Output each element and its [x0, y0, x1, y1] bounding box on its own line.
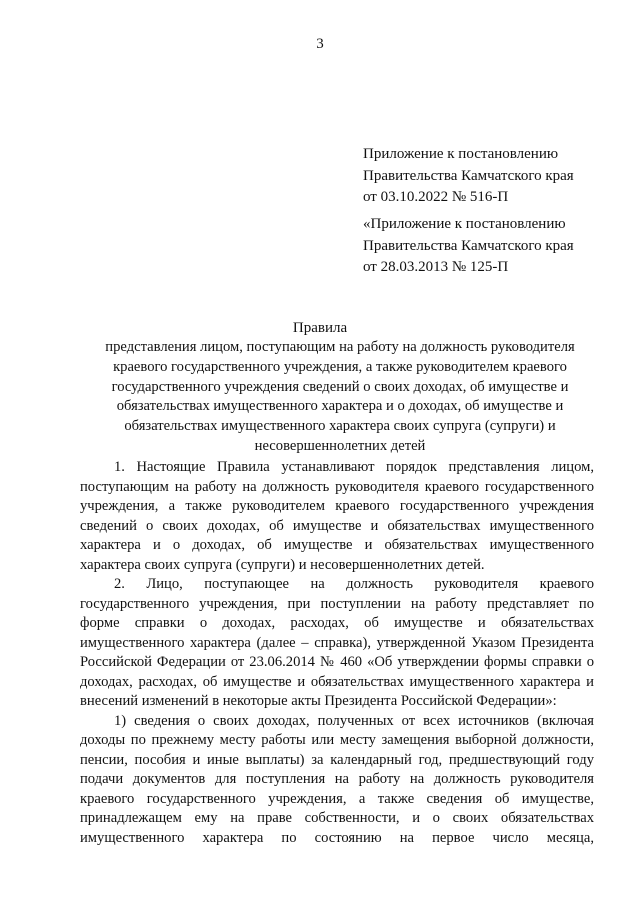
- appendix-reference-current: [363, 144, 613, 209]
- document-body: [80, 458, 594, 848]
- text-line: имущественного характера по состоянию на первое число месяца,: [80, 829, 594, 846]
- text-line: доходах, расходах, об имуществе и обязательствах имущественного характера и: [80, 673, 594, 690]
- appendix-line: Правительства Камчатского края: [363, 237, 574, 254]
- text-line: 1. Настоящие Правила устанавливают порядок представления лицом,: [114, 459, 594, 475]
- text-line: 2. Лицо, поступающее на должность руководителя краевого: [114, 576, 594, 592]
- appendix-line: «Приложение к постановлению: [363, 216, 566, 232]
- text-line: сведений о своих доходах, об имуществе и обязательствах имущественного: [80, 517, 594, 534]
- appendix-line: от 03.10.2022 № 516-П: [363, 189, 509, 205]
- text-line: 1) сведения о своих доходах, полученных от всех источников (включая: [114, 712, 594, 729]
- text-line: характера и о доходах, об имуществе и обязательствах имущественного: [80, 537, 594, 553]
- subtitle-line: несовершеннолетних детей: [254, 437, 426, 454]
- page-number: 3: [316, 36, 324, 52]
- subtitle-line: краевого государственного учреждения, а также руководителем краевого: [113, 358, 567, 375]
- text-line: форме справки о доходах, расходах, об имуществе и обязательствах: [80, 615, 594, 631]
- paragraph-2: [80, 575, 594, 712]
- subtitle-line: обязательствах имущественного характера своих супруга (супруги) и: [124, 418, 556, 435]
- text-line: доходы по прежнему месту работы или месту замещения выборной должности,: [80, 732, 594, 748]
- text-line: принадлежащем ему на праве собственности, и о своих обязательствах: [80, 810, 594, 826]
- subtitle-line: представления лицом, поступающим на работу на должность руководителя: [105, 339, 575, 355]
- text-line: внесений изменений в некоторые акты Президента Российской Федерации»:: [80, 693, 557, 709]
- subtitle-line: государственного учреждения сведений о своих доходах, об имуществе и: [111, 378, 569, 395]
- paragraph-2-1: [80, 712, 594, 849]
- subtitle-line: обязательствах имущественного характера и о доходах, об имуществе и: [116, 398, 564, 415]
- text-line: государственного учреждения, при поступлении на работу представляет по: [80, 595, 594, 612]
- appendix-reference-original: [363, 214, 613, 279]
- text-line: имущественного характера (далее – справка), утвержденной Указом Президента: [80, 634, 594, 651]
- text-line: характера своих супруга (супруги) и несовершеннолетних детей.: [80, 556, 485, 573]
- text-line: пенсии, пособия и иные выплаты) за календарный год, предшествующий году: [80, 751, 594, 768]
- paragraph-1: [80, 458, 594, 575]
- text-line: подачи документов для поступления на работу на должность руководителя: [80, 771, 594, 787]
- appendix-line: от 28.03.2013 № 125-П: [363, 259, 509, 275]
- document-subtitle: [80, 338, 600, 457]
- appendix-line: Приложение к постановлению: [363, 146, 559, 162]
- document-title: Правила: [292, 320, 348, 336]
- text-line: краевого государственного учреждения, а также сведения об имуществе,: [80, 790, 594, 807]
- appendix-line: Правительства Камчатского края: [363, 167, 574, 184]
- text-line: поступающим на работу на должность руководителя краевого государственного: [80, 478, 594, 495]
- text-line: Российской Федерации от 23.06.2014 № 460 «Об утверждении формы справки о: [80, 654, 594, 670]
- text-line: учреждения, а также руководителем краевого государственного учреждения: [80, 498, 594, 514]
